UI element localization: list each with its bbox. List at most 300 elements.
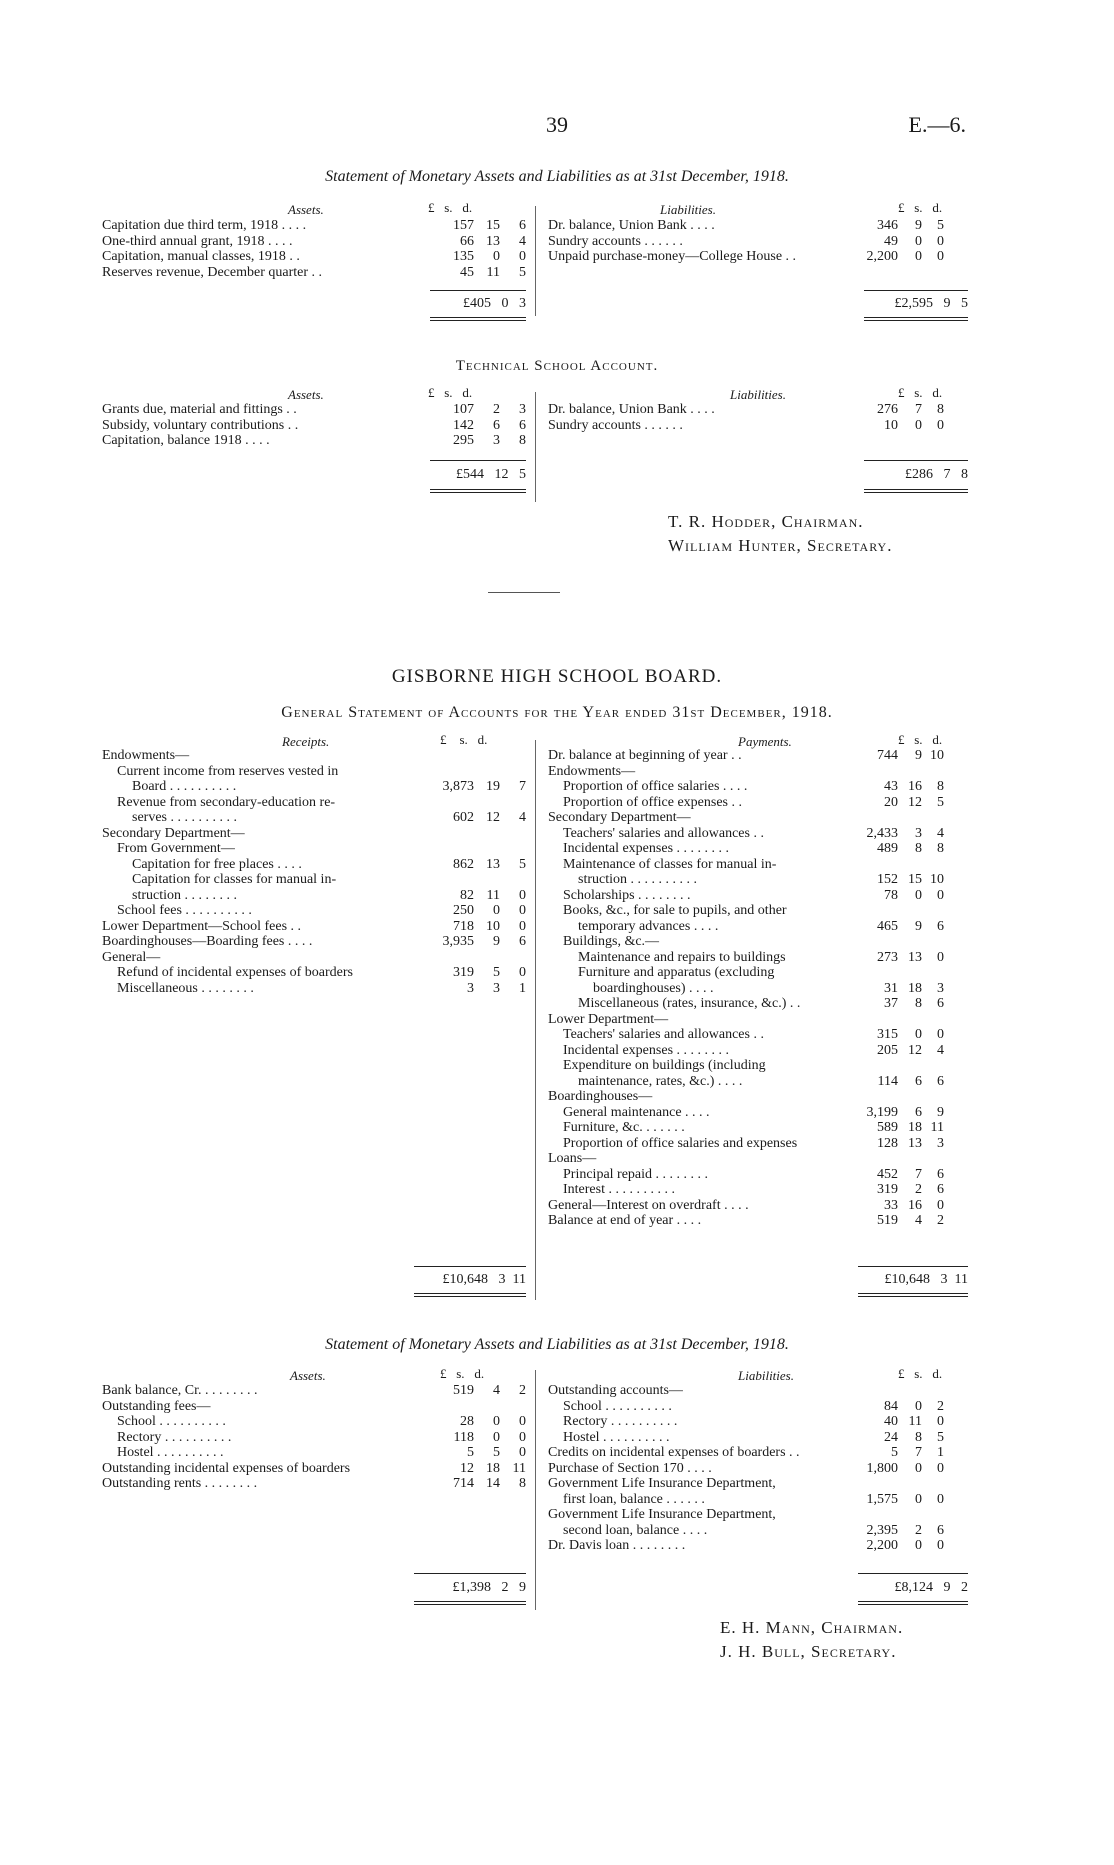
shillings-cell: 0: [915, 1027, 922, 1042]
shillings-cell: 0: [915, 417, 922, 433]
table-row: [102, 402, 526, 418]
pounds-cell: 2,200: [866, 1538, 898, 1553]
pounds-cell: 5: [891, 1445, 898, 1460]
table-row: [102, 1414, 526, 1430]
pounds-cell: 10: [884, 417, 898, 433]
table-row: [548, 965, 944, 981]
section4-title: Statement of Monetary Assets and Liabilities as at 31st December, 1918.: [325, 1336, 789, 1353]
table-row: [548, 1492, 944, 1508]
shillings-cell: 0: [915, 233, 922, 249]
pounds-cell: 33: [884, 1197, 898, 1213]
shillings-cell: 18: [486, 1460, 500, 1476]
row-label: Purchase of Section 170 . . . .: [548, 1460, 712, 1476]
row-label: Endowments—: [102, 748, 190, 763]
row-label: Miscellaneous . . . . . . . .: [117, 980, 254, 996]
pence-cell: 4: [937, 825, 944, 841]
pounds-cell: 273: [877, 949, 898, 965]
row-label: Interest . . . . . . . . . .: [563, 1182, 675, 1197]
shillings-cell: 16: [908, 779, 922, 794]
section1-title: Statement of Monetary Assets and Liabilities as at 31st December, 1918.: [325, 168, 789, 185]
row-label: Incidental expenses . . . . . . . .: [563, 1042, 730, 1058]
row-label: Subsidy, voluntary contributions . .: [102, 417, 299, 433]
row-label: Miscellaneous (rates, insurance, &c.) . .: [578, 996, 801, 1011]
table-row: [548, 218, 944, 234]
shillings-cell: [474, 764, 500, 780]
row-label: From Government—: [117, 841, 235, 856]
table-row: [548, 1476, 944, 1492]
row-label: Lower Department—: [548, 1011, 669, 1027]
section4-assets-total: [400, 1580, 526, 1596]
table-row: [548, 857, 944, 873]
row-label: maintenance, rates, &c.) . . . .: [578, 1073, 743, 1089]
shillings-cell: 18: [908, 980, 922, 996]
pence-header: d.: [477, 732, 488, 747]
pence-cell: 11: [930, 1120, 944, 1135]
pounds-cell: 602: [453, 810, 474, 825]
section4-assets-table: [102, 1383, 526, 1492]
pounds-cell: 135: [453, 249, 474, 264]
total-pence: 9: [519, 1580, 526, 1595]
double-rule: [430, 489, 526, 493]
pence-cell: [922, 1012, 944, 1028]
row-label: Capitation for classes for manual in-: [132, 872, 337, 887]
pounds-cell: 49: [884, 233, 898, 249]
row-label: Outstanding fees—: [102, 1398, 211, 1414]
pound-header: £: [898, 1366, 905, 1381]
page-number: 39: [546, 112, 568, 137]
row-label: Secondary Department—: [548, 810, 691, 825]
shillings-cell: 12: [486, 810, 500, 825]
pence-cell: 0: [519, 1429, 526, 1445]
row-label: Sundry accounts . . . . . .: [548, 233, 683, 249]
pounds-cell: 40: [884, 1414, 898, 1429]
pounds-cell: 128: [877, 1135, 898, 1151]
column-divider: [535, 392, 536, 502]
pence-cell: 10: [930, 872, 944, 887]
shillings-cell: 5: [493, 1445, 500, 1460]
row-label: Maintenance and repairs to buildings: [578, 949, 786, 965]
pounds-cell: 3,873: [442, 779, 474, 794]
section-separator: [488, 592, 560, 593]
table-row: [548, 1507, 944, 1523]
table-row: [548, 888, 944, 904]
pounds-cell: [852, 1383, 898, 1399]
pounds-cell: 82: [460, 887, 474, 903]
pence-cell: 0: [937, 417, 944, 433]
row-label: Outstanding rents . . . . . . . .: [102, 1476, 258, 1491]
shillings-cell: [898, 810, 922, 826]
pence-cell: 0: [937, 1414, 944, 1429]
pounds-cell: 20: [884, 794, 898, 810]
pence-cell: 5: [937, 1429, 944, 1445]
pounds-cell: [414, 748, 474, 764]
table-row: [548, 764, 944, 780]
pence-cell: [922, 1089, 944, 1105]
table-row: [102, 981, 526, 997]
table-row: [548, 903, 944, 919]
shillings-cell: 6: [493, 417, 500, 433]
shillings-cell: 9: [915, 748, 922, 763]
row-label: Dr. balance, Union Bank . . . .: [548, 218, 715, 233]
total-rule: [414, 1266, 526, 1267]
row-label: Government Life Insurance Department,: [548, 1476, 776, 1491]
pence-cell: 0: [519, 1445, 526, 1460]
shillings-cell: 4: [915, 1213, 922, 1228]
shillings-cell: [474, 950, 500, 966]
total-shillings: 0: [501, 296, 509, 311]
total-pounds: £2,595: [894, 296, 933, 311]
section3-receipts-rows: [102, 748, 526, 996]
shillings-cell: 8: [915, 1429, 922, 1445]
section1-assets-total: [420, 296, 526, 312]
row-label: Dr. balance, Union Bank . . . .: [548, 402, 715, 417]
pounds-cell: 2,433: [866, 825, 898, 841]
pence-cell: [922, 764, 944, 780]
total-pence: 2: [961, 1580, 968, 1595]
table-row: [548, 1027, 944, 1043]
shillings-cell: 2: [493, 402, 500, 417]
row-label: Capitation for free places . . . .: [132, 856, 302, 872]
pounds-cell: 142: [453, 417, 474, 433]
pence-cell: [922, 903, 944, 919]
row-label: temporary advances . . . .: [578, 918, 719, 934]
row-label: Hostel . . . . . . . . . .: [117, 1445, 224, 1460]
table-row: [102, 418, 526, 434]
pounds-cell: [414, 841, 474, 857]
shillings-cell: [474, 1399, 500, 1415]
pence-cell: [500, 826, 526, 842]
shillings-cell: 0: [915, 1460, 922, 1476]
pence-cell: 0: [937, 1460, 944, 1476]
row-label: Capitation, manual classes, 1918 . .: [102, 249, 300, 264]
shillings-cell: 0: [915, 249, 922, 264]
pounds-cell: 3,935: [442, 934, 474, 949]
pence-header: d.: [932, 732, 943, 747]
pounds-cell: 37: [884, 996, 898, 1011]
double-rule: [430, 317, 526, 321]
shillings-cell: 7: [915, 1445, 922, 1460]
shillings-cell: [898, 1476, 922, 1492]
pence-header: d.: [932, 1366, 943, 1381]
row-label: Scholarships . . . . . . . .: [563, 887, 691, 903]
table-row: [102, 218, 526, 234]
section2-liabilities-heading: Liabilities.: [730, 387, 786, 402]
pounds-cell: [852, 1012, 898, 1028]
shillings-cell: 0: [915, 1491, 922, 1507]
pence-cell: 11: [512, 1460, 526, 1476]
table-row: [102, 1399, 526, 1415]
pounds-cell: 24: [884, 1429, 898, 1445]
pence-cell: [922, 934, 944, 950]
total-shillings: 9: [943, 296, 951, 311]
pounds-cell: [852, 1507, 898, 1523]
row-label: Balance at end of year . . . .: [548, 1213, 702, 1228]
section4-liabilities-rows: [548, 1383, 944, 1554]
shillings-cell: [898, 764, 922, 780]
pence-cell: 8: [937, 402, 944, 417]
shilling-header: s.: [914, 1366, 923, 1381]
pence-cell: 5: [519, 856, 526, 872]
table-row: [548, 810, 944, 826]
shillings-cell: 13: [486, 233, 500, 249]
row-label: One-third annual grant, 1918 . . . .: [102, 233, 293, 249]
shillings-cell: 19: [486, 779, 500, 794]
pounds-cell: 319: [877, 1182, 898, 1197]
row-label: General maintenance . . . .: [563, 1104, 710, 1120]
table-row: [102, 1383, 526, 1399]
pence-cell: 4: [937, 1042, 944, 1058]
pence-cell: 6: [937, 1182, 944, 1197]
table-row: [548, 1167, 944, 1183]
row-label: Endowments—: [548, 763, 636, 779]
table-row: [102, 826, 526, 842]
section3-payments-heading: Payments.: [738, 734, 792, 749]
total-pence: 3: [519, 296, 526, 311]
table-row: [102, 748, 526, 764]
pounds-cell: [852, 1058, 898, 1074]
total-pounds: £8,124: [894, 1580, 933, 1595]
row-label: Outstanding incidental expenses of boarders: [102, 1460, 351, 1476]
shillings-cell: 9: [915, 918, 922, 934]
row-label: Refund of incidental expenses of boarders: [117, 965, 353, 980]
table-row: [102, 1445, 526, 1461]
table-row: [102, 1430, 526, 1446]
shillings-cell: [474, 748, 500, 764]
shillings-cell: 3: [493, 980, 500, 996]
table-row: [102, 841, 526, 857]
table-row: [548, 872, 944, 888]
section1-liabilities-currency-header: [898, 200, 942, 216]
row-label: Lower Department—School fees . .: [102, 918, 302, 934]
shilling-header: s.: [914, 200, 923, 215]
shillings-cell: [474, 841, 500, 857]
pence-cell: 0: [519, 965, 526, 980]
section1-liabilities-heading: Liabilities.: [660, 202, 716, 217]
pence-cell: 8: [937, 779, 944, 794]
pence-header: d.: [462, 385, 473, 400]
row-label: Principal repaid . . . . . . . .: [563, 1166, 709, 1182]
row-label: Revenue from secondary-education re-: [117, 794, 336, 810]
shillings-cell: 12: [908, 1042, 922, 1058]
pounds-cell: 714: [453, 1476, 474, 1491]
row-label: Buildings, &c.—: [563, 934, 660, 949]
pence-cell: [922, 1507, 944, 1523]
row-label: Furniture and apparatus (excluding: [578, 965, 775, 980]
shillings-cell: 11: [486, 887, 500, 903]
total-pence: 11: [512, 1272, 526, 1287]
table-row: [102, 950, 526, 966]
table-row: [548, 1182, 944, 1198]
row-label: Boardinghouses—: [548, 1089, 653, 1104]
pounds-cell: 319: [453, 965, 474, 980]
row-label: Rectory . . . . . . . . . .: [563, 1414, 678, 1429]
pounds-cell: 66: [460, 233, 474, 249]
pence-cell: 6: [519, 218, 526, 233]
table-row: [548, 1430, 944, 1446]
pounds-cell: 315: [877, 1027, 898, 1042]
pounds-cell: 28: [460, 1414, 474, 1429]
row-label: Furniture, &c. . . . . . .: [563, 1120, 685, 1135]
total-pounds: £405: [463, 296, 491, 311]
shilling-header: s.: [444, 385, 453, 400]
table-row: [548, 1538, 944, 1554]
table-row: [548, 1198, 944, 1214]
table-row: [548, 1043, 944, 1059]
pence-cell: 6: [519, 934, 526, 949]
section2-liabilities-rows: [548, 402, 944, 433]
pounds-cell: [414, 872, 474, 888]
pence-cell: 3: [937, 1135, 944, 1151]
row-label: struction . . . . . . . .: [132, 887, 237, 903]
pence-cell: 0: [937, 1538, 944, 1553]
table-row: [548, 1074, 944, 1090]
pounds-cell: 157: [453, 218, 474, 233]
section3-payments-table: [548, 748, 944, 1229]
pounds-cell: 1,800: [866, 1460, 898, 1476]
double-rule: [858, 1601, 968, 1605]
total-rule: [414, 1573, 526, 1574]
row-label: Board . . . . . . . . . .: [132, 779, 237, 794]
section3-payments-rows: [548, 748, 944, 1229]
pence-cell: [922, 1058, 944, 1074]
pence-cell: [922, 857, 944, 873]
shillings-cell: [898, 857, 922, 873]
section1-liabilities-table: [548, 218, 944, 265]
section1-liabilities-rows: [548, 218, 944, 265]
table-row: [102, 249, 526, 265]
row-label: Proportion of office salaries . . . .: [563, 779, 748, 794]
pence-cell: 5: [937, 218, 944, 233]
row-label: boardinghouses) . . . .: [593, 980, 714, 996]
shillings-cell: 10: [486, 918, 500, 934]
total-pence: 11: [954, 1272, 968, 1287]
table-row: [548, 1120, 944, 1136]
total-pence: 5: [961, 296, 968, 311]
column-divider: [535, 206, 536, 316]
shillings-cell: 13: [908, 1135, 922, 1151]
pence-cell: [922, 810, 944, 826]
shillings-cell: [898, 1089, 922, 1105]
double-rule: [414, 1601, 526, 1605]
total-pounds: £10,648: [442, 1272, 489, 1287]
shillings-cell: 0: [493, 1414, 500, 1429]
pounds-cell: 276: [877, 402, 898, 417]
row-label: Reserves revenue, December quarter . .: [102, 264, 323, 280]
shillings-cell: [474, 826, 500, 842]
pence-cell: 1: [519, 980, 526, 996]
table-row: [548, 402, 944, 418]
section3-payments-currency-header: [898, 732, 942, 748]
pounds-cell: 862: [453, 856, 474, 872]
section3-receipts-heading: Receipts.: [282, 734, 330, 749]
pence-cell: 3: [519, 402, 526, 417]
table-row: [102, 919, 526, 935]
table-row: [548, 981, 944, 997]
row-label: Government Life Insurance Department,: [548, 1507, 776, 1522]
pence-header: d.: [932, 385, 943, 400]
pounds-cell: [414, 826, 474, 842]
pence-cell: [500, 841, 526, 857]
pounds-cell: [852, 903, 898, 919]
table-row: [548, 934, 944, 950]
pound-header: £: [428, 200, 435, 215]
pence-cell: 0: [519, 903, 526, 918]
pence-cell: 9: [937, 1104, 944, 1120]
section3-receipts-currency-header: [440, 732, 487, 748]
table-row: [102, 795, 526, 811]
table-row: [548, 234, 944, 250]
table-row: [102, 779, 526, 795]
shillings-cell: 0: [493, 903, 500, 918]
table-row: [548, 841, 944, 857]
row-label: Secondary Department—: [102, 825, 245, 841]
pence-cell: 6: [937, 1522, 944, 1538]
table-row: [548, 779, 944, 795]
secretary-signature: J. H. Bull, Secretary.: [720, 1642, 897, 1661]
pounds-cell: 519: [453, 1383, 474, 1398]
pounds-cell: 118: [453, 1429, 474, 1445]
shilling-header: s.: [456, 1366, 465, 1381]
shillings-cell: [898, 1151, 922, 1167]
table-row: [102, 1476, 526, 1492]
table-row: [102, 1461, 526, 1477]
section2-liabilities-currency-header: [898, 385, 942, 401]
pence-cell: 8: [937, 841, 944, 856]
row-label: serves . . . . . . . . . .: [132, 810, 237, 825]
total-shillings: 3: [498, 1272, 506, 1287]
row-label: Teachers' salaries and allowances . .: [563, 825, 764, 841]
section3-payments-total: [842, 1272, 968, 1288]
shillings-cell: 7: [915, 402, 922, 417]
shilling-header: s.: [444, 200, 453, 215]
section4-liabilities-table: [548, 1383, 944, 1554]
row-label: Capitation, balance 1918 . . . .: [102, 433, 270, 448]
row-label: Hostel . . . . . . . . . .: [563, 1429, 670, 1445]
pence-cell: 2: [519, 1383, 526, 1398]
row-label: first loan, balance . . . . . .: [563, 1491, 705, 1507]
row-label: Bank balance, Cr. . . . . . . . .: [102, 1383, 258, 1398]
shilling-header: s.: [914, 385, 923, 400]
section1-liabilities-total: [850, 296, 968, 312]
pounds-cell: 43: [884, 779, 898, 794]
row-label: Loans—: [548, 1151, 597, 1166]
table-row: [102, 810, 526, 826]
pounds-cell: [852, 857, 898, 873]
section4-liabilities-total: [842, 1580, 968, 1596]
section4-assets-currency-header: [440, 1366, 484, 1382]
pounds-cell: 12: [460, 1460, 474, 1476]
section3-title: GISBORNE HIGH SCHOOL BOARD.: [391, 666, 723, 687]
pence-cell: 5: [519, 264, 526, 280]
shillings-cell: 13: [486, 856, 500, 872]
row-label: Unpaid purchase-money—College House . .: [548, 249, 797, 264]
table-row: [548, 1399, 944, 1415]
pounds-cell: 45: [460, 264, 474, 280]
shillings-cell: 15: [908, 872, 922, 887]
pence-cell: 1: [937, 1445, 944, 1460]
pence-cell: 4: [519, 810, 526, 825]
pounds-cell: 2,395: [866, 1522, 898, 1538]
pounds-cell: 250: [453, 903, 474, 918]
pence-cell: 4: [519, 233, 526, 249]
pounds-cell: 2,200: [866, 249, 898, 264]
pence-cell: 0: [937, 949, 944, 965]
row-label: struction . . . . . . . . . .: [578, 872, 697, 887]
pounds-cell: 346: [877, 218, 898, 233]
total-rule: [430, 460, 526, 461]
total-pounds: £10,648: [884, 1272, 931, 1287]
table-row: [102, 888, 526, 904]
